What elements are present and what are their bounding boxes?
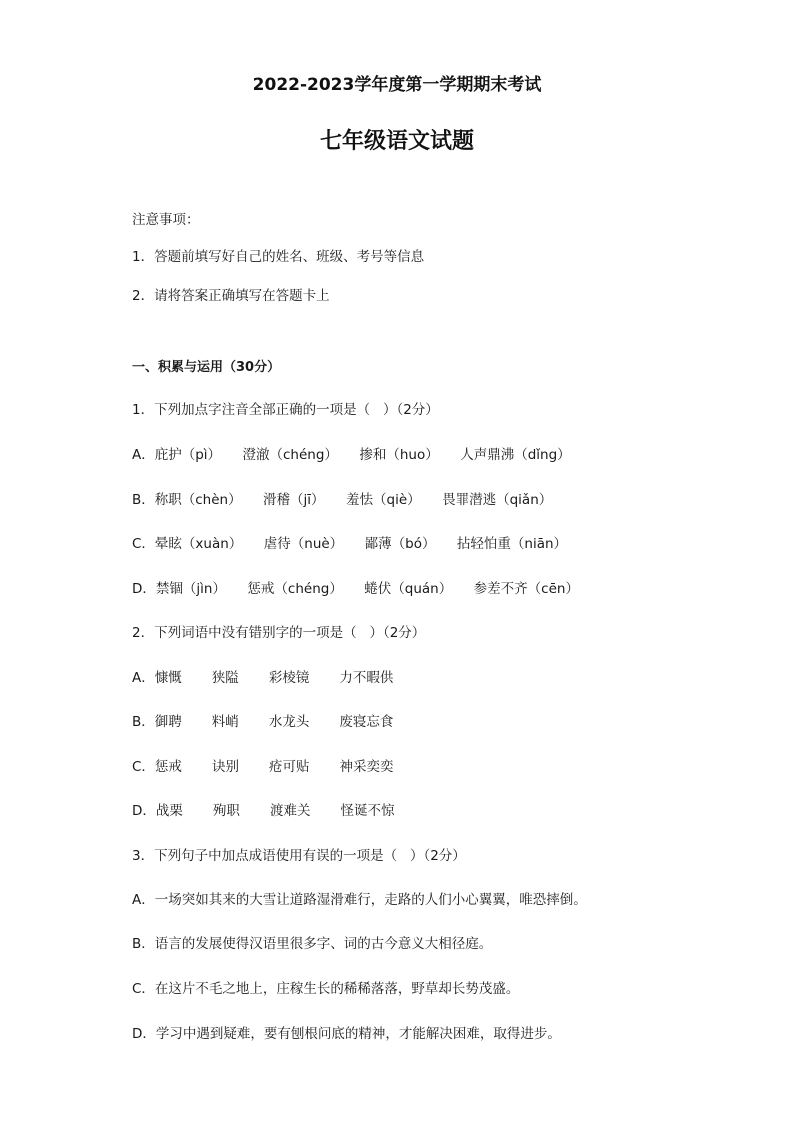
option-line: C．晕眩（xuàn） 虐待（nuè） 鄙薄（bó） 拈轻怕重（niān） bbox=[132, 536, 568, 552]
question-stem: 2．下列词语中没有错别字的一项是（ ）（2分） bbox=[132, 625, 426, 641]
question-stem: 3．下列句子中加点成语使用有误的一项是（ ）（2分） bbox=[132, 848, 466, 864]
exam-title: 2022-2023学年度第一学期期末考试 bbox=[252, 75, 542, 95]
option-line: D．战栗 殉职 渡难关 怪诞不惊 bbox=[132, 803, 395, 819]
notice-heading: 注意事项： bbox=[132, 212, 200, 228]
notice-item: 1．答题前填写好自己的姓名、班级、考号等信息 bbox=[132, 249, 425, 265]
option-line: D．禁锢（jìn） 惩戒（chéng） 蜷伏（quán） 参差不齐（cēn） bbox=[132, 581, 579, 597]
notice-item: 2．请将答案正确填写在答题卡上 bbox=[132, 288, 330, 304]
option-line: C．惩戒 诀别 疮可贴 神采奕奕 bbox=[132, 759, 394, 775]
question-stem: 1．下列加点字注音全部正确的一项是（ ）（2分） bbox=[132, 402, 439, 418]
section-heading: 一、积累与运用（30分） bbox=[132, 360, 281, 375]
option-line: B．称职（chèn） 滑稽（jī） 羞怯（qiè） 畏罪潜逃（qiǎn） bbox=[132, 492, 553, 508]
option-line: A．庇护（pì） 澄澈（chéng） 掺和（huo） 人声鼎沸（dǐng） bbox=[132, 447, 571, 463]
subject-title: 七年级语文试题 bbox=[319, 129, 474, 154]
option-line: C．在这片不毛之地上，庄稼生长的稀稀落落，野草却长势茂盛。 bbox=[132, 981, 520, 997]
option-line: A．一场突如其来的大雪让道路湿滑难行，走路的人们小心翼翼，唯恐摔倒。 bbox=[132, 892, 587, 908]
option-line: D．学习中遇到疑难，要有刨根问底的精神，才能解决困难，取得进步。 bbox=[132, 1026, 561, 1042]
option-line: A．慷慨 狭隘 彩棱镜 力不暇供 bbox=[132, 670, 394, 686]
option-line: B．御聘 料峭 水龙头 废寝忘食 bbox=[132, 714, 394, 730]
option-line: B．语言的发展使得汉语里很多字、词的古今意义大相径庭。 bbox=[132, 936, 493, 952]
